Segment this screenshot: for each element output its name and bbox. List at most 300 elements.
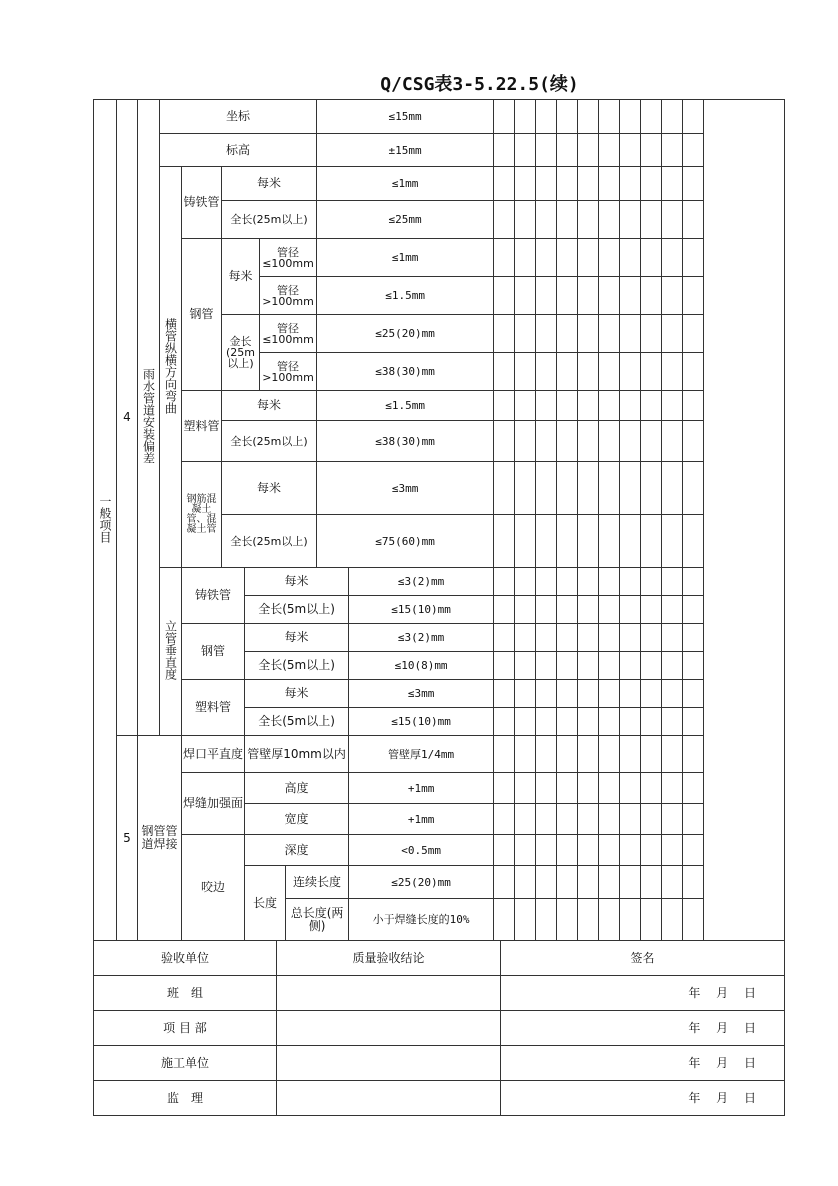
measurement-cell[interactable] (641, 277, 662, 315)
measurement-cell[interactable] (662, 680, 683, 708)
measurement-cell[interactable] (620, 391, 641, 421)
measurement-cell[interactable] (620, 624, 641, 652)
measurement-cell[interactable] (578, 515, 599, 568)
measurement-cell[interactable] (641, 866, 662, 899)
measurement-cell[interactable] (662, 899, 683, 941)
measurement-cell[interactable] (536, 391, 557, 421)
measurement-cell[interactable] (494, 421, 515, 462)
measurement-cell[interactable] (662, 100, 683, 134)
measurement-cell[interactable] (683, 568, 704, 596)
measurement-cell[interactable] (578, 680, 599, 708)
measurement-cell[interactable] (557, 773, 578, 804)
measurement-cell[interactable] (683, 315, 704, 353)
measurement-cell[interactable] (662, 421, 683, 462)
measurement-cell[interactable] (557, 708, 578, 736)
measurement-cell[interactable] (662, 315, 683, 353)
measurement-cell[interactable] (683, 277, 704, 315)
measurement-cell[interactable] (683, 167, 704, 201)
measurement-cell[interactable] (641, 736, 662, 773)
measurement-cell[interactable] (557, 568, 578, 596)
measurement-cell[interactable] (662, 462, 683, 515)
check-label (160, 134, 317, 167)
measurement-cell[interactable] (515, 421, 536, 462)
measurement-cell[interactable] (683, 100, 704, 134)
diameter-label-text: 管径>100mm (262, 359, 314, 384)
measurement-cell[interactable] (641, 899, 662, 941)
measurement-cell[interactable] (641, 835, 662, 866)
measurement-cell[interactable] (515, 652, 536, 680)
allowed-value-text: ≤38(30)mm (375, 365, 435, 378)
check-label (245, 708, 349, 736)
measurement-cell[interactable] (641, 773, 662, 804)
allowed-value (349, 899, 494, 941)
measurement-cell[interactable] (599, 736, 620, 773)
measurement-cell[interactable] (662, 835, 683, 866)
allowed-value-text: 小于焊缝长度的10% (372, 913, 470, 926)
measurement-cell[interactable] (578, 899, 599, 941)
measurement-cell[interactable] (515, 201, 536, 239)
measurement-cell[interactable] (536, 167, 557, 201)
check-label-text: 每米 (228, 269, 253, 283)
measurement-cell[interactable] (515, 596, 536, 624)
measurement-cell[interactable] (662, 167, 683, 201)
measurement-cell[interactable] (641, 515, 662, 568)
measurement-cell[interactable] (641, 100, 662, 134)
measurement-cell[interactable] (494, 624, 515, 652)
table-row (94, 462, 785, 515)
signoff-row (94, 1011, 785, 1046)
measurement-cell[interactable] (641, 652, 662, 680)
measurement-cell[interactable] (599, 804, 620, 835)
measurement-cell[interactable] (683, 201, 704, 239)
measurement-cell[interactable] (599, 835, 620, 866)
measurement-cell[interactable] (515, 515, 536, 568)
conclusion-field[interactable] (277, 976, 501, 1011)
measurement-cell[interactable] (599, 100, 620, 134)
measurement-cell[interactable] (494, 568, 515, 596)
measurement-cell[interactable] (662, 134, 683, 167)
measurement-cell[interactable] (683, 515, 704, 568)
measurement-cell[interactable] (683, 708, 704, 736)
measurement-cell[interactable] (683, 652, 704, 680)
allowed-value-text: ≤1.5mm (385, 289, 425, 302)
measurement-cell[interactable] (683, 773, 704, 804)
measurement-cell[interactable] (662, 201, 683, 239)
measurement-cell[interactable] (494, 652, 515, 680)
measurement-cell[interactable] (641, 353, 662, 391)
measurement-cell[interactable] (536, 239, 557, 277)
measurement-cell[interactable] (494, 866, 515, 899)
condition-label (245, 736, 349, 773)
measurement-cell[interactable] (578, 277, 599, 315)
measurement-cell[interactable] (578, 391, 599, 421)
measurement-cell[interactable] (515, 391, 536, 421)
measurement-cell[interactable] (557, 866, 578, 899)
item-number (117, 736, 138, 941)
measurement-cell[interactable] (515, 680, 536, 708)
measurement-cell[interactable] (494, 277, 515, 315)
measurement-cell[interactable] (494, 462, 515, 515)
diameter-label-text: 管径>100mm (262, 283, 314, 308)
measurement-cell[interactable] (536, 708, 557, 736)
measurement-cell[interactable] (662, 652, 683, 680)
allowed-value (349, 804, 494, 835)
measurement-cell[interactable] (536, 835, 557, 866)
measurement-cell[interactable] (536, 866, 557, 899)
measurement-cell[interactable] (515, 353, 536, 391)
measurement-cell[interactable] (578, 773, 599, 804)
measurement-cell[interactable] (662, 391, 683, 421)
measurement-cell[interactable] (599, 134, 620, 167)
allowed-value-text: ±15mm (388, 143, 422, 157)
measurement-cell[interactable] (683, 596, 704, 624)
measurement-cell[interactable] (515, 277, 536, 315)
check-label (245, 804, 349, 835)
measurement-cell[interactable] (557, 804, 578, 835)
measurement-cell[interactable] (515, 708, 536, 736)
measurement-cell[interactable] (494, 134, 515, 167)
measurement-cell[interactable] (662, 239, 683, 277)
measurement-cell[interactable] (578, 835, 599, 866)
measurement-cell[interactable] (536, 421, 557, 462)
measurement-cell[interactable] (557, 277, 578, 315)
measurement-cell[interactable] (515, 315, 536, 353)
measurement-cell[interactable] (515, 568, 536, 596)
measurement-cell[interactable] (536, 134, 557, 167)
measurement-cell[interactable] (662, 277, 683, 315)
measurement-cell[interactable] (515, 624, 536, 652)
measurement-cell[interactable] (557, 736, 578, 773)
measurement-cell[interactable] (494, 680, 515, 708)
measurement-cell[interactable] (683, 804, 704, 835)
measurement-cell[interactable] (515, 899, 536, 941)
measurement-cell[interactable] (683, 624, 704, 652)
allowed-value (317, 353, 494, 391)
measurement-cell[interactable] (620, 680, 641, 708)
measurement-cell[interactable] (641, 421, 662, 462)
measurement-cell[interactable] (683, 391, 704, 421)
measurement-cell[interactable] (662, 736, 683, 773)
measurement-cell[interactable] (578, 596, 599, 624)
measurement-cell[interactable] (683, 134, 704, 167)
measurement-cell[interactable] (578, 866, 599, 899)
measurement-cell[interactable] (515, 736, 536, 773)
measurement-cell[interactable] (662, 773, 683, 804)
measurement-cell[interactable] (536, 277, 557, 315)
table-row (94, 835, 785, 866)
measurement-cell[interactable] (536, 515, 557, 568)
measurement-cell[interactable] (494, 736, 515, 773)
signature-date[interactable]: 年 月 日 (501, 1081, 785, 1116)
measurement-cell[interactable] (620, 134, 641, 167)
measurement-cell[interactable] (515, 773, 536, 804)
measurement-cell[interactable] (620, 239, 641, 277)
allowed-value-text: ≤25mm (388, 213, 422, 226)
check-label-text: 每米 (257, 398, 282, 412)
form-title: Q/CSG表3-5.22.5(续) (380, 74, 579, 95)
measurement-cell[interactable] (641, 134, 662, 167)
measurement-cell[interactable] (641, 568, 662, 596)
signoff-row (94, 1081, 785, 1116)
measurement-cell[interactable] (515, 835, 536, 866)
measurement-cell[interactable] (515, 134, 536, 167)
allowed-value (317, 391, 494, 421)
conclusion-field[interactable] (277, 1081, 501, 1116)
measurement-cell[interactable] (662, 353, 683, 391)
measurement-cell[interactable] (536, 568, 557, 596)
measurement-cell[interactable] (536, 804, 557, 835)
measurement-cell[interactable] (620, 568, 641, 596)
measurement-cell[interactable] (494, 391, 515, 421)
measurement-cell[interactable] (599, 568, 620, 596)
item-number-text: 5 (123, 830, 131, 845)
pipe-type (182, 239, 222, 391)
allowed-value-text: ≤3(2)mm (397, 575, 445, 588)
measurement-cell[interactable] (557, 353, 578, 391)
measurement-cell[interactable] (683, 462, 704, 515)
measurement-cell[interactable] (578, 462, 599, 515)
measurement-cell[interactable] (662, 515, 683, 568)
measurement-cell[interactable] (494, 804, 515, 835)
measurement-cell[interactable] (578, 315, 599, 353)
measurement-cell[interactable] (557, 835, 578, 866)
measurement-cell[interactable] (515, 100, 536, 134)
measurement-cell[interactable] (599, 652, 620, 680)
measurement-cell[interactable] (557, 421, 578, 462)
measurement-cell[interactable] (599, 596, 620, 624)
measurement-cell[interactable] (641, 624, 662, 652)
measurement-cell[interactable] (620, 100, 641, 134)
measurement-cell[interactable] (557, 624, 578, 652)
measurement-cell[interactable] (620, 773, 641, 804)
measurement-cell[interactable] (557, 899, 578, 941)
measurement-cell[interactable] (599, 201, 620, 239)
measurement-cell[interactable] (536, 773, 557, 804)
measurement-cell[interactable] (683, 736, 704, 773)
measurement-cell[interactable] (620, 866, 641, 899)
signoff-table (93, 940, 785, 1116)
measurement-cell[interactable] (599, 515, 620, 568)
measurement-cell[interactable] (536, 353, 557, 391)
measurement-cell[interactable] (578, 804, 599, 835)
measurement-cell[interactable] (599, 773, 620, 804)
measurement-cell[interactable] (620, 167, 641, 201)
measurement-cell[interactable] (599, 277, 620, 315)
measurement-cell[interactable] (578, 100, 599, 134)
measurement-cell[interactable] (620, 835, 641, 866)
measurement-cell[interactable] (620, 736, 641, 773)
measurement-cell[interactable] (683, 835, 704, 866)
measurement-cell[interactable] (662, 624, 683, 652)
remarks-cell[interactable] (704, 100, 785, 941)
measurement-cell[interactable] (599, 421, 620, 462)
measurement-cell[interactable] (536, 736, 557, 773)
measurement-cell[interactable] (599, 315, 620, 353)
measurement-cell[interactable] (515, 866, 536, 899)
measurement-cell[interactable] (683, 680, 704, 708)
measurement-cell[interactable] (662, 596, 683, 624)
conclusion-field[interactable] (277, 1046, 501, 1081)
measurement-cell[interactable] (599, 391, 620, 421)
allowed-value-text: ≤25(20)mm (375, 327, 435, 340)
measurement-cell[interactable] (662, 866, 683, 899)
signature-date[interactable]: 年 月 日 (501, 976, 785, 1011)
measurement-cell[interactable] (515, 462, 536, 515)
measurement-cell[interactable] (494, 515, 515, 568)
measurement-cell[interactable] (641, 239, 662, 277)
check-label-text: 每米 (284, 630, 309, 644)
item-number (117, 100, 138, 736)
measurement-cell[interactable] (620, 201, 641, 239)
measurement-cell[interactable] (494, 239, 515, 277)
measurement-cell[interactable] (599, 462, 620, 515)
measurement-cell[interactable] (536, 652, 557, 680)
measurement-cell[interactable] (683, 421, 704, 462)
measurement-cell[interactable] (641, 804, 662, 835)
check-label (222, 315, 260, 391)
signature-date[interactable]: 年 月 日 (501, 1046, 785, 1081)
measurement-cell[interactable] (494, 201, 515, 239)
table-row (94, 624, 785, 652)
measurement-cell[interactable] (641, 391, 662, 421)
measurement-cell[interactable] (536, 462, 557, 515)
measurement-cell[interactable] (683, 353, 704, 391)
measurement-cell[interactable] (599, 899, 620, 941)
measurement-cell[interactable] (494, 899, 515, 941)
check-label-text: 焊口平直度 (182, 746, 243, 761)
measurement-cell[interactable] (536, 899, 557, 941)
measurement-cell[interactable] (494, 596, 515, 624)
measurement-cell[interactable] (536, 624, 557, 652)
measurement-cell[interactable] (536, 100, 557, 134)
signature-date[interactable]: 年 月 日 (501, 1011, 785, 1046)
measurement-cell[interactable] (599, 624, 620, 652)
allowed-value-text: ≤25(20)mm (391, 875, 451, 889)
measurement-cell[interactable] (557, 652, 578, 680)
allowed-value-text: ≤1mm (391, 177, 419, 190)
measurement-cell[interactable] (620, 315, 641, 353)
measurement-cell[interactable] (599, 680, 620, 708)
check-label (222, 462, 317, 515)
measurement-cell[interactable] (578, 239, 599, 277)
measurement-cell[interactable] (683, 866, 704, 899)
measurement-cell[interactable] (599, 353, 620, 391)
measurement-cell[interactable] (557, 239, 578, 277)
measurement-cell[interactable] (578, 736, 599, 773)
measurement-cell[interactable] (557, 315, 578, 353)
measurement-cell[interactable] (557, 201, 578, 239)
measurement-cell[interactable] (620, 353, 641, 391)
measurement-cell[interactable] (662, 708, 683, 736)
group-label (160, 167, 182, 568)
measurement-cell[interactable] (557, 167, 578, 201)
measurement-cell[interactable] (515, 239, 536, 277)
measurement-cell[interactable] (620, 462, 641, 515)
measurement-cell[interactable] (578, 624, 599, 652)
header-unit: 验收单位 (94, 941, 277, 976)
measurement-cell[interactable] (620, 515, 641, 568)
measurement-cell[interactable] (557, 596, 578, 624)
measurement-cell[interactable] (515, 804, 536, 835)
measurement-cell[interactable] (515, 167, 536, 201)
measurement-cell[interactable] (578, 568, 599, 596)
measurement-cell[interactable] (494, 100, 515, 134)
measurement-cell[interactable] (494, 353, 515, 391)
pipe-type-text: 塑料管 (194, 700, 231, 714)
check-label (245, 835, 349, 866)
measurement-cell[interactable] (557, 680, 578, 708)
group-label-text: 立管垂直度 (163, 620, 178, 680)
measurement-cell[interactable] (536, 201, 557, 239)
measurement-cell[interactable] (536, 596, 557, 624)
measurement-cell[interactable] (578, 201, 599, 239)
measurement-cell[interactable] (578, 421, 599, 462)
measurement-cell[interactable] (536, 680, 557, 708)
measurement-cell[interactable] (641, 680, 662, 708)
measurement-cell[interactable] (641, 708, 662, 736)
measurement-cell[interactable] (641, 462, 662, 515)
measurement-cell[interactable] (494, 315, 515, 353)
measurement-cell[interactable] (578, 353, 599, 391)
measurement-cell[interactable] (620, 804, 641, 835)
measurement-cell[interactable] (494, 708, 515, 736)
check-label (222, 239, 260, 315)
measurement-cell[interactable] (557, 134, 578, 167)
check-label-text: 每米 (284, 574, 309, 588)
table-row (94, 568, 785, 596)
measurement-cell[interactable] (599, 167, 620, 201)
measurement-cell[interactable] (620, 421, 641, 462)
measurement-cell[interactable] (578, 167, 599, 201)
measurement-cell[interactable] (620, 596, 641, 624)
measurement-cell[interactable] (683, 239, 704, 277)
measurement-cell[interactable] (557, 515, 578, 568)
measurement-cell[interactable] (662, 804, 683, 835)
measurement-cell[interactable] (599, 866, 620, 899)
measurement-cell[interactable] (662, 568, 683, 596)
measurement-cell[interactable] (620, 277, 641, 315)
measurement-cell[interactable] (641, 596, 662, 624)
measurement-cell[interactable] (494, 773, 515, 804)
measurement-cell[interactable] (578, 652, 599, 680)
signoff-header-row (94, 941, 785, 976)
measurement-cell[interactable] (620, 899, 641, 941)
measurement-cell[interactable] (641, 201, 662, 239)
measurement-cell[interactable] (494, 835, 515, 866)
check-label-text: 金长(25m以上) (225, 335, 255, 370)
allowed-value (317, 134, 494, 167)
allowed-value (349, 835, 494, 866)
measurement-cell[interactable] (599, 708, 620, 736)
measurement-cell[interactable] (578, 134, 599, 167)
measurement-cell[interactable] (494, 167, 515, 201)
conclusion-field[interactable] (277, 1011, 501, 1046)
allowed-value (349, 773, 494, 804)
measurement-cell[interactable] (557, 462, 578, 515)
measurement-cell[interactable] (557, 391, 578, 421)
measurement-cell[interactable] (641, 315, 662, 353)
measurement-cell[interactable] (536, 315, 557, 353)
measurement-cell[interactable] (599, 239, 620, 277)
measurement-cell[interactable] (683, 899, 704, 941)
measurement-cell[interactable] (578, 708, 599, 736)
measurement-cell[interactable] (620, 708, 641, 736)
check-label (245, 866, 286, 941)
measurement-cell[interactable] (557, 100, 578, 134)
measurement-cell[interactable] (620, 652, 641, 680)
allowed-value-text: ≤3mm (407, 687, 435, 700)
measurement-cell[interactable] (641, 167, 662, 201)
